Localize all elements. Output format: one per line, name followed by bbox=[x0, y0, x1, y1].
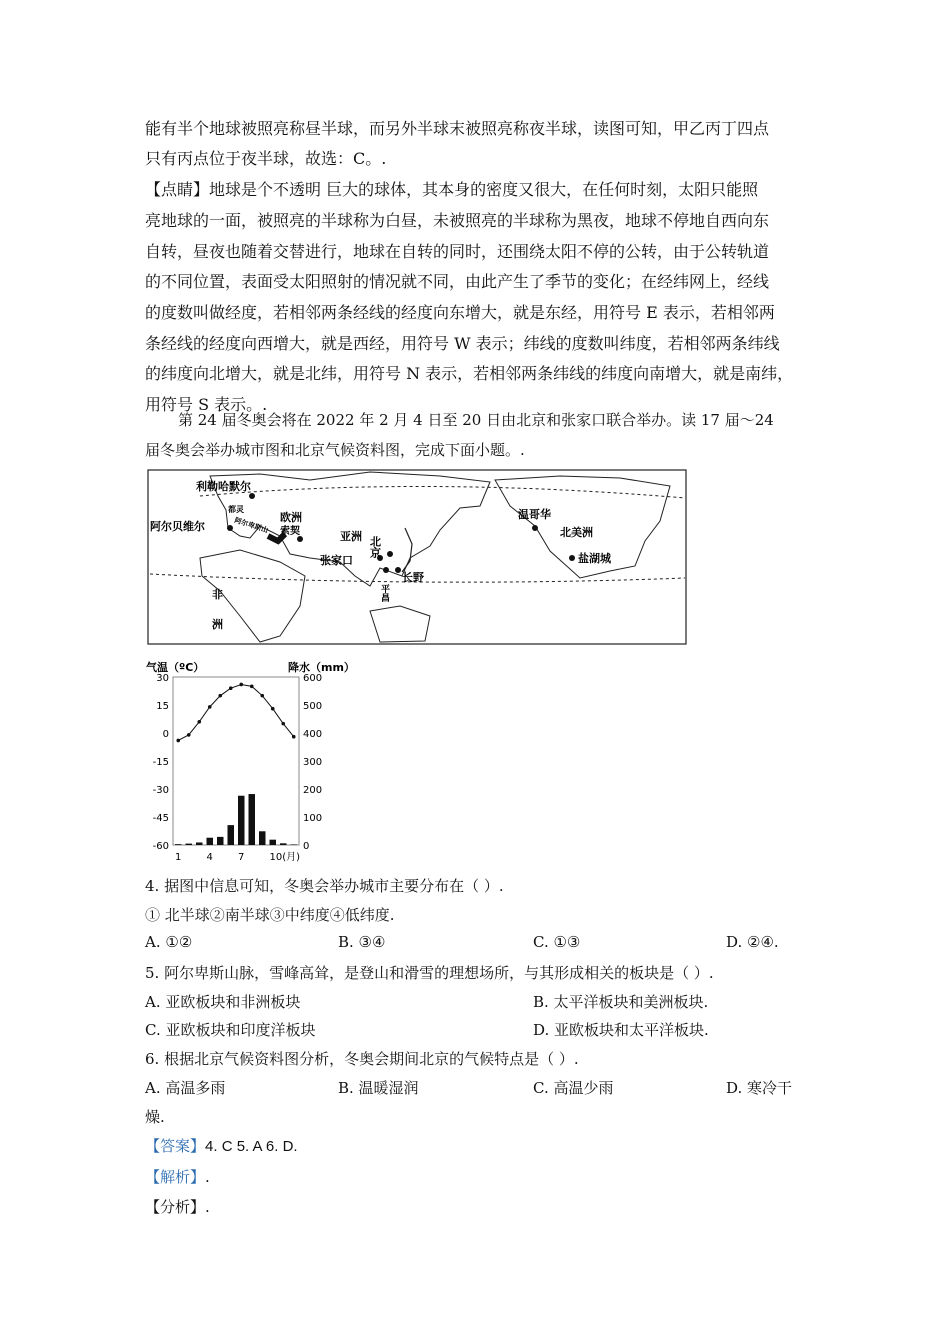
temperature-point bbox=[271, 707, 275, 711]
precipitation-bar bbox=[259, 831, 266, 845]
temperature-point bbox=[229, 686, 233, 690]
temperature-point bbox=[208, 705, 212, 709]
temperature-point bbox=[260, 694, 264, 698]
q4-option-a[interactable]: A. ①② bbox=[145, 933, 193, 951]
y-left-label: 气温（ºC） bbox=[146, 661, 205, 674]
intro-line: 第 24 届冬奥会将在 2022 年 2 月 4 日至 20 日由北京和张家口联合举办。读 17 届～24 bbox=[178, 411, 774, 429]
map-label: 阿尔贝维尔 bbox=[150, 520, 205, 533]
y-right-tick: 300 bbox=[303, 757, 323, 768]
q6-option-c[interactable]: C. 高温少雨 bbox=[533, 1079, 614, 1097]
q5-option-c[interactable]: C. 亚欧板块和印度洋板块 bbox=[145, 1021, 316, 1039]
tip-line: 自转，昼夜也随着交替进行，地球在自转的同时，还围绕太阳不停的公转，由于公转轨道 bbox=[145, 242, 770, 261]
map-label: 非 bbox=[212, 588, 223, 601]
precipitation-bar bbox=[228, 825, 235, 845]
world-map bbox=[140, 466, 705, 651]
y-left-tick: -45 bbox=[152, 813, 169, 824]
paragraph-line: 能有半个地球被照亮称昼半球，而另外半球末被照亮称夜半球，读图可知，甲乙丙丁四点 bbox=[145, 119, 770, 138]
city-marker bbox=[249, 493, 255, 499]
map-label: 平昌 bbox=[379, 584, 389, 602]
intro-line: 届冬奥会举办城市图和北京气候资料图，完成下面小题。. bbox=[145, 441, 525, 459]
map-label: 欧洲 bbox=[280, 511, 302, 524]
city-marker bbox=[395, 567, 401, 573]
question-4-sub: ① 北半球②南半球③中纬度④低纬度. bbox=[145, 906, 395, 924]
temperature-point bbox=[176, 739, 180, 743]
x-tick: 10(月) bbox=[269, 852, 301, 863]
y-right-label: 降水（mm） bbox=[288, 661, 355, 674]
question-4-stem: 4. 据图中信息可知，冬奥会举办城市主要分布在（ ）. bbox=[145, 877, 504, 895]
y-left-tick: 0 bbox=[162, 729, 169, 740]
tip-line: 的不同位置，表面受太阳照射的情况就不同，由此产生了季节的变化；在经纬网上，经线 bbox=[145, 272, 770, 291]
temperature-point bbox=[239, 683, 243, 687]
map-label: 北京 bbox=[368, 536, 382, 558]
temperature-line bbox=[178, 684, 294, 740]
map-label: 索契 bbox=[280, 526, 300, 537]
q5-option-b[interactable]: B. 太平洋板块和美洲板块. bbox=[533, 993, 709, 1011]
analysis-line bbox=[145, 1166, 210, 1187]
x-tick: 1 bbox=[175, 852, 182, 863]
precipitation-bar bbox=[249, 794, 256, 845]
precipitation-bar bbox=[291, 844, 298, 845]
q4-option-c[interactable]: C. ①③ bbox=[533, 933, 581, 951]
city-marker bbox=[387, 551, 393, 557]
precipitation-bar bbox=[270, 840, 277, 845]
q6-option-b[interactable]: B. 温暖湿润 bbox=[338, 1079, 419, 1097]
city-marker bbox=[532, 525, 538, 531]
temperature-point bbox=[218, 694, 222, 698]
x-tick: 7 bbox=[238, 852, 245, 863]
answer-label: 【答案】 bbox=[145, 1137, 206, 1155]
tip-line: 用符号 S 表示。. bbox=[145, 395, 268, 414]
tip-line: 【点睛】地球是个不透明 巨大的球体，其本身的密度又很大，在任何时刻，太阳只能照 bbox=[145, 180, 759, 199]
analysis-label: 【解析】 bbox=[145, 1168, 206, 1186]
q6-wrap: 燥. bbox=[145, 1108, 165, 1126]
precipitation-bar bbox=[280, 843, 287, 845]
y-right-tick: 100 bbox=[303, 813, 323, 824]
y-right-tick: 400 bbox=[303, 729, 323, 740]
temperature-point bbox=[197, 720, 201, 724]
map-label: 阿尔卑斯山 bbox=[233, 516, 270, 535]
analysis-text: . bbox=[205, 1168, 210, 1186]
precipitation-bar bbox=[175, 844, 182, 845]
y-left-tick: 30 bbox=[156, 673, 169, 684]
city-marker bbox=[383, 567, 389, 573]
map-label: 北美洲 bbox=[560, 526, 593, 539]
y-right-tick: 500 bbox=[303, 701, 323, 712]
q5-option-a[interactable]: A. 亚欧板块和非洲板块 bbox=[145, 993, 301, 1011]
q4-option-d[interactable]: D. ②④. bbox=[726, 933, 779, 951]
map-label: 都灵 bbox=[228, 505, 244, 514]
tip-line: 亮地球的一面，被照亮的半球称为白昼，未被照亮的半球称为黑夜，地球不停地自西向东 bbox=[145, 211, 770, 230]
precipitation-bar bbox=[186, 844, 193, 845]
plot-frame bbox=[173, 677, 299, 845]
tip-line: 条经线的经度向西增大，就是西经，用符号 W 表示；纬线的度数叫纬度，若相邻两条纬线 bbox=[145, 334, 780, 353]
map-label: 张家口 bbox=[320, 554, 353, 567]
temperature-point bbox=[250, 685, 254, 689]
tip-line: 的度数叫做经度，若相邻两条经线的经度向东增大，就是东经，用符号 E 表示，若相邻两 bbox=[145, 303, 775, 322]
y-left-tick: -30 bbox=[152, 785, 169, 796]
climate-chart bbox=[140, 657, 360, 865]
tip-line: 的纬度向北增大，就是北纬，用符号 N 表示，若相邻两条纬线的纬度向南增大，就是南纬， bbox=[145, 364, 794, 383]
y-left-tick: -15 bbox=[152, 757, 169, 768]
map-label: 盐湖城 bbox=[578, 552, 611, 565]
map-label: 洲 bbox=[212, 618, 223, 631]
temperature-point bbox=[281, 722, 285, 726]
y-left-tick: 15 bbox=[156, 701, 169, 712]
q6-option-a[interactable]: A. 高温多雨 bbox=[145, 1079, 226, 1097]
map-label: 长野 bbox=[402, 571, 424, 584]
question-5-stem: 5. 阿尔卑斯山脉，雪峰高耸，是登山和滑雪的理想场所，与其形成相关的板块是（ ）. bbox=[145, 964, 714, 982]
q4-option-b[interactable]: B. ③④ bbox=[338, 933, 386, 951]
answer-line bbox=[145, 1135, 298, 1156]
city-marker bbox=[569, 555, 575, 561]
precipitation-bar bbox=[238, 796, 245, 845]
precipitation-bar bbox=[196, 842, 203, 845]
paragraph-line: 只有丙点位于夜半球，故选：C。. bbox=[145, 149, 387, 168]
map-label: 利勒哈默尔 bbox=[196, 480, 251, 493]
temperature-point bbox=[187, 733, 191, 737]
precipitation-bar bbox=[207, 838, 214, 845]
y-right-tick: 600 bbox=[303, 673, 323, 684]
x-tick: 4 bbox=[206, 852, 213, 863]
map-label: 温哥华 bbox=[518, 508, 551, 521]
map-label: 亚洲 bbox=[340, 530, 362, 543]
fenxi-line: 【分析】. bbox=[145, 1198, 210, 1216]
question-6-stem: 6. 根据北京气候资料图分析，冬奥会期间北京的气候特点是（ ）. bbox=[145, 1050, 579, 1068]
y-right-tick: 0 bbox=[303, 841, 310, 852]
q5-option-d[interactable]: D. 亚欧板块和太平洋板块. bbox=[533, 1021, 709, 1039]
precipitation-bar bbox=[217, 837, 224, 845]
y-right-tick: 200 bbox=[303, 785, 323, 796]
q6-option-d[interactable]: D. 寒冷干 bbox=[726, 1079, 793, 1097]
temperature-point bbox=[292, 735, 296, 739]
y-left-tick: -60 bbox=[152, 841, 169, 852]
city-marker bbox=[227, 525, 233, 531]
answer-text: 4. C 5. A 6. D. bbox=[205, 1138, 298, 1155]
